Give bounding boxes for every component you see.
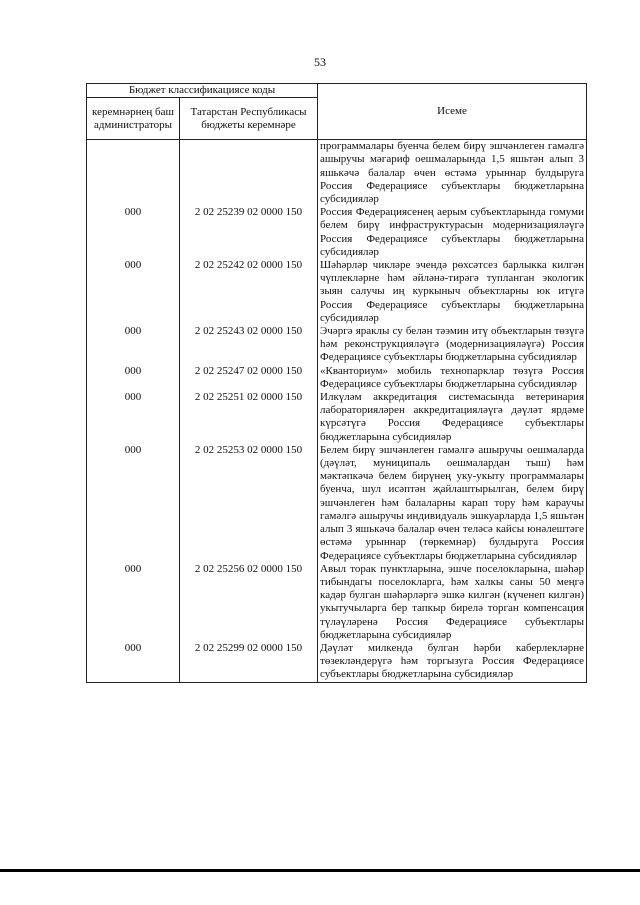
row-budget-code: 2 02 25239 02 0000 150 — [180, 206, 318, 259]
row-name: Эчәргә яраклы су белән тәэмин итү объектларын төзүгә һәм реконструкцияләүгә (модернизацияләүгә) Россия Федерациясе субъектлары бюджетларына субсидияләр — [318, 325, 587, 365]
table-row — [87, 444, 587, 563]
bottom-rule — [0, 869, 640, 872]
row-admin-code: 000 — [87, 391, 180, 444]
table-row — [87, 642, 587, 682]
row-admin-code: 000 — [87, 206, 180, 259]
row-budget-code: 2 02 25299 02 0000 150 — [180, 642, 318, 682]
row-name: Илкүләм аккредитация системасында ветеринария лабораторияләрен аккредитацияләүгә дәүләт ярдәме күрсәтүгә Россия Федерациясе субъектлары бюджетларына субсидияләр — [318, 391, 587, 444]
row-budget-code: 2 02 25243 02 0000 150 — [180, 325, 318, 365]
header-name: Исеме — [318, 84, 587, 140]
row-budget-code — [180, 140, 318, 207]
row-budget-code: 2 02 25253 02 0000 150 — [180, 444, 318, 563]
header-code: Татарстан Республикасы бюджеты керемнәре — [180, 98, 318, 140]
table-row — [87, 206, 587, 259]
row-name: Авыл торак пунктларына, эшче поселокларына, шәһәр тибындагы поселокларга, һәм халкы саны 50 меңгә кадәр булган шәһәрләргә эшкә килгән (күченеп килгән) укытучыларга бер тапкыр бирелә торган компенсация түләүләренә Россия Федерациясе субъектлары бюджетларына субсидияләр — [318, 563, 587, 642]
page-number: 53 — [314, 55, 326, 69]
table-row — [87, 325, 587, 365]
table-row — [87, 365, 587, 391]
row-admin-code: 000 — [87, 563, 180, 642]
row-name: Дәүләт милкендә булган һәрби каберлекләрне төзекләндерүгә һәм торгызуга Россия Федерациясе субъектлары бюджетларына субсидияләр — [318, 642, 587, 682]
table-row — [87, 259, 587, 325]
row-admin-code: 000 — [87, 325, 180, 365]
row-name: Россия Федерациясенең аерым субъектларында гомуми белем бирү инфраструктурасын модернизацияләүгә Россия Федерациясе субъектлары бюджетларына субсидияләр — [318, 206, 587, 259]
header-admin: керемнәрнең баш администраторы — [87, 98, 180, 140]
row-admin-code: 000 — [87, 642, 180, 682]
row-budget-code: 2 02 25247 02 0000 150 — [180, 365, 318, 391]
budget-classification-table — [86, 83, 587, 683]
row-admin-code: 000 — [87, 259, 180, 325]
row-name: программалары буенча белем бирү эшчәнлеген гамәлгә ашыручы мәгариф оешмаларында 1,5 яшьтән алып 3 яшькәчә балалар өчен өстәмә урыннар булдыруга Россия Федерациясе субъектлары бюджетларына субсидияләр — [318, 140, 587, 207]
row-budget-code: 2 02 25242 02 0000 150 — [180, 259, 318, 325]
table-row — [87, 391, 587, 444]
row-budget-code: 2 02 25256 02 0000 150 — [180, 563, 318, 642]
row-budget-code: 2 02 25251 02 0000 150 — [180, 391, 318, 444]
row-admin-code: 000 — [87, 444, 180, 563]
header-group-title: Бюджет классификациясе коды — [87, 84, 318, 98]
row-admin-code: 000 — [87, 365, 180, 391]
table-row — [87, 140, 587, 207]
row-admin-code — [87, 140, 180, 207]
table-row — [87, 563, 587, 642]
row-name: Шәһәрләр чикләре эчендә рөхсәтсез барлыкка килгән чүплекләрне һәм әйләнә-тирәгә тупланган экологик зыян салучы иң куркыныч объектларны юк итүгә Россия Федерациясе субъектлары бюджетларына субсидияләр — [318, 259, 587, 325]
header-row-group — [87, 84, 587, 98]
row-name: Белем бирү эшчәнлеген гамәлгә ашыручы оешмаларда (дәүләт, муниципаль оешмалардан тыш) һәм мәктәпкәчә белем бирүнең уку-укыту программалары буенча, шул исәптән җайлаштырылган, белем бирү эшчәнлеген һәм балаларны карап тору һәм караучы гамәлгә ашыручы индивидуаль эшкуарларда 1,5 яшьтән алып 3 яшькәчә балалар өчен теләсә кайсы юнәлештәге өстәмә урыннар (төркемнәр) булдыруга Россия Федерациясе субъектлары бюджетларына субсидияләр — [318, 444, 587, 563]
row-name: «Кванториум» мобиль технопарклар төзүгә Россия Федерациясе субъектлары бюджетларына субсидияләр — [318, 365, 587, 391]
